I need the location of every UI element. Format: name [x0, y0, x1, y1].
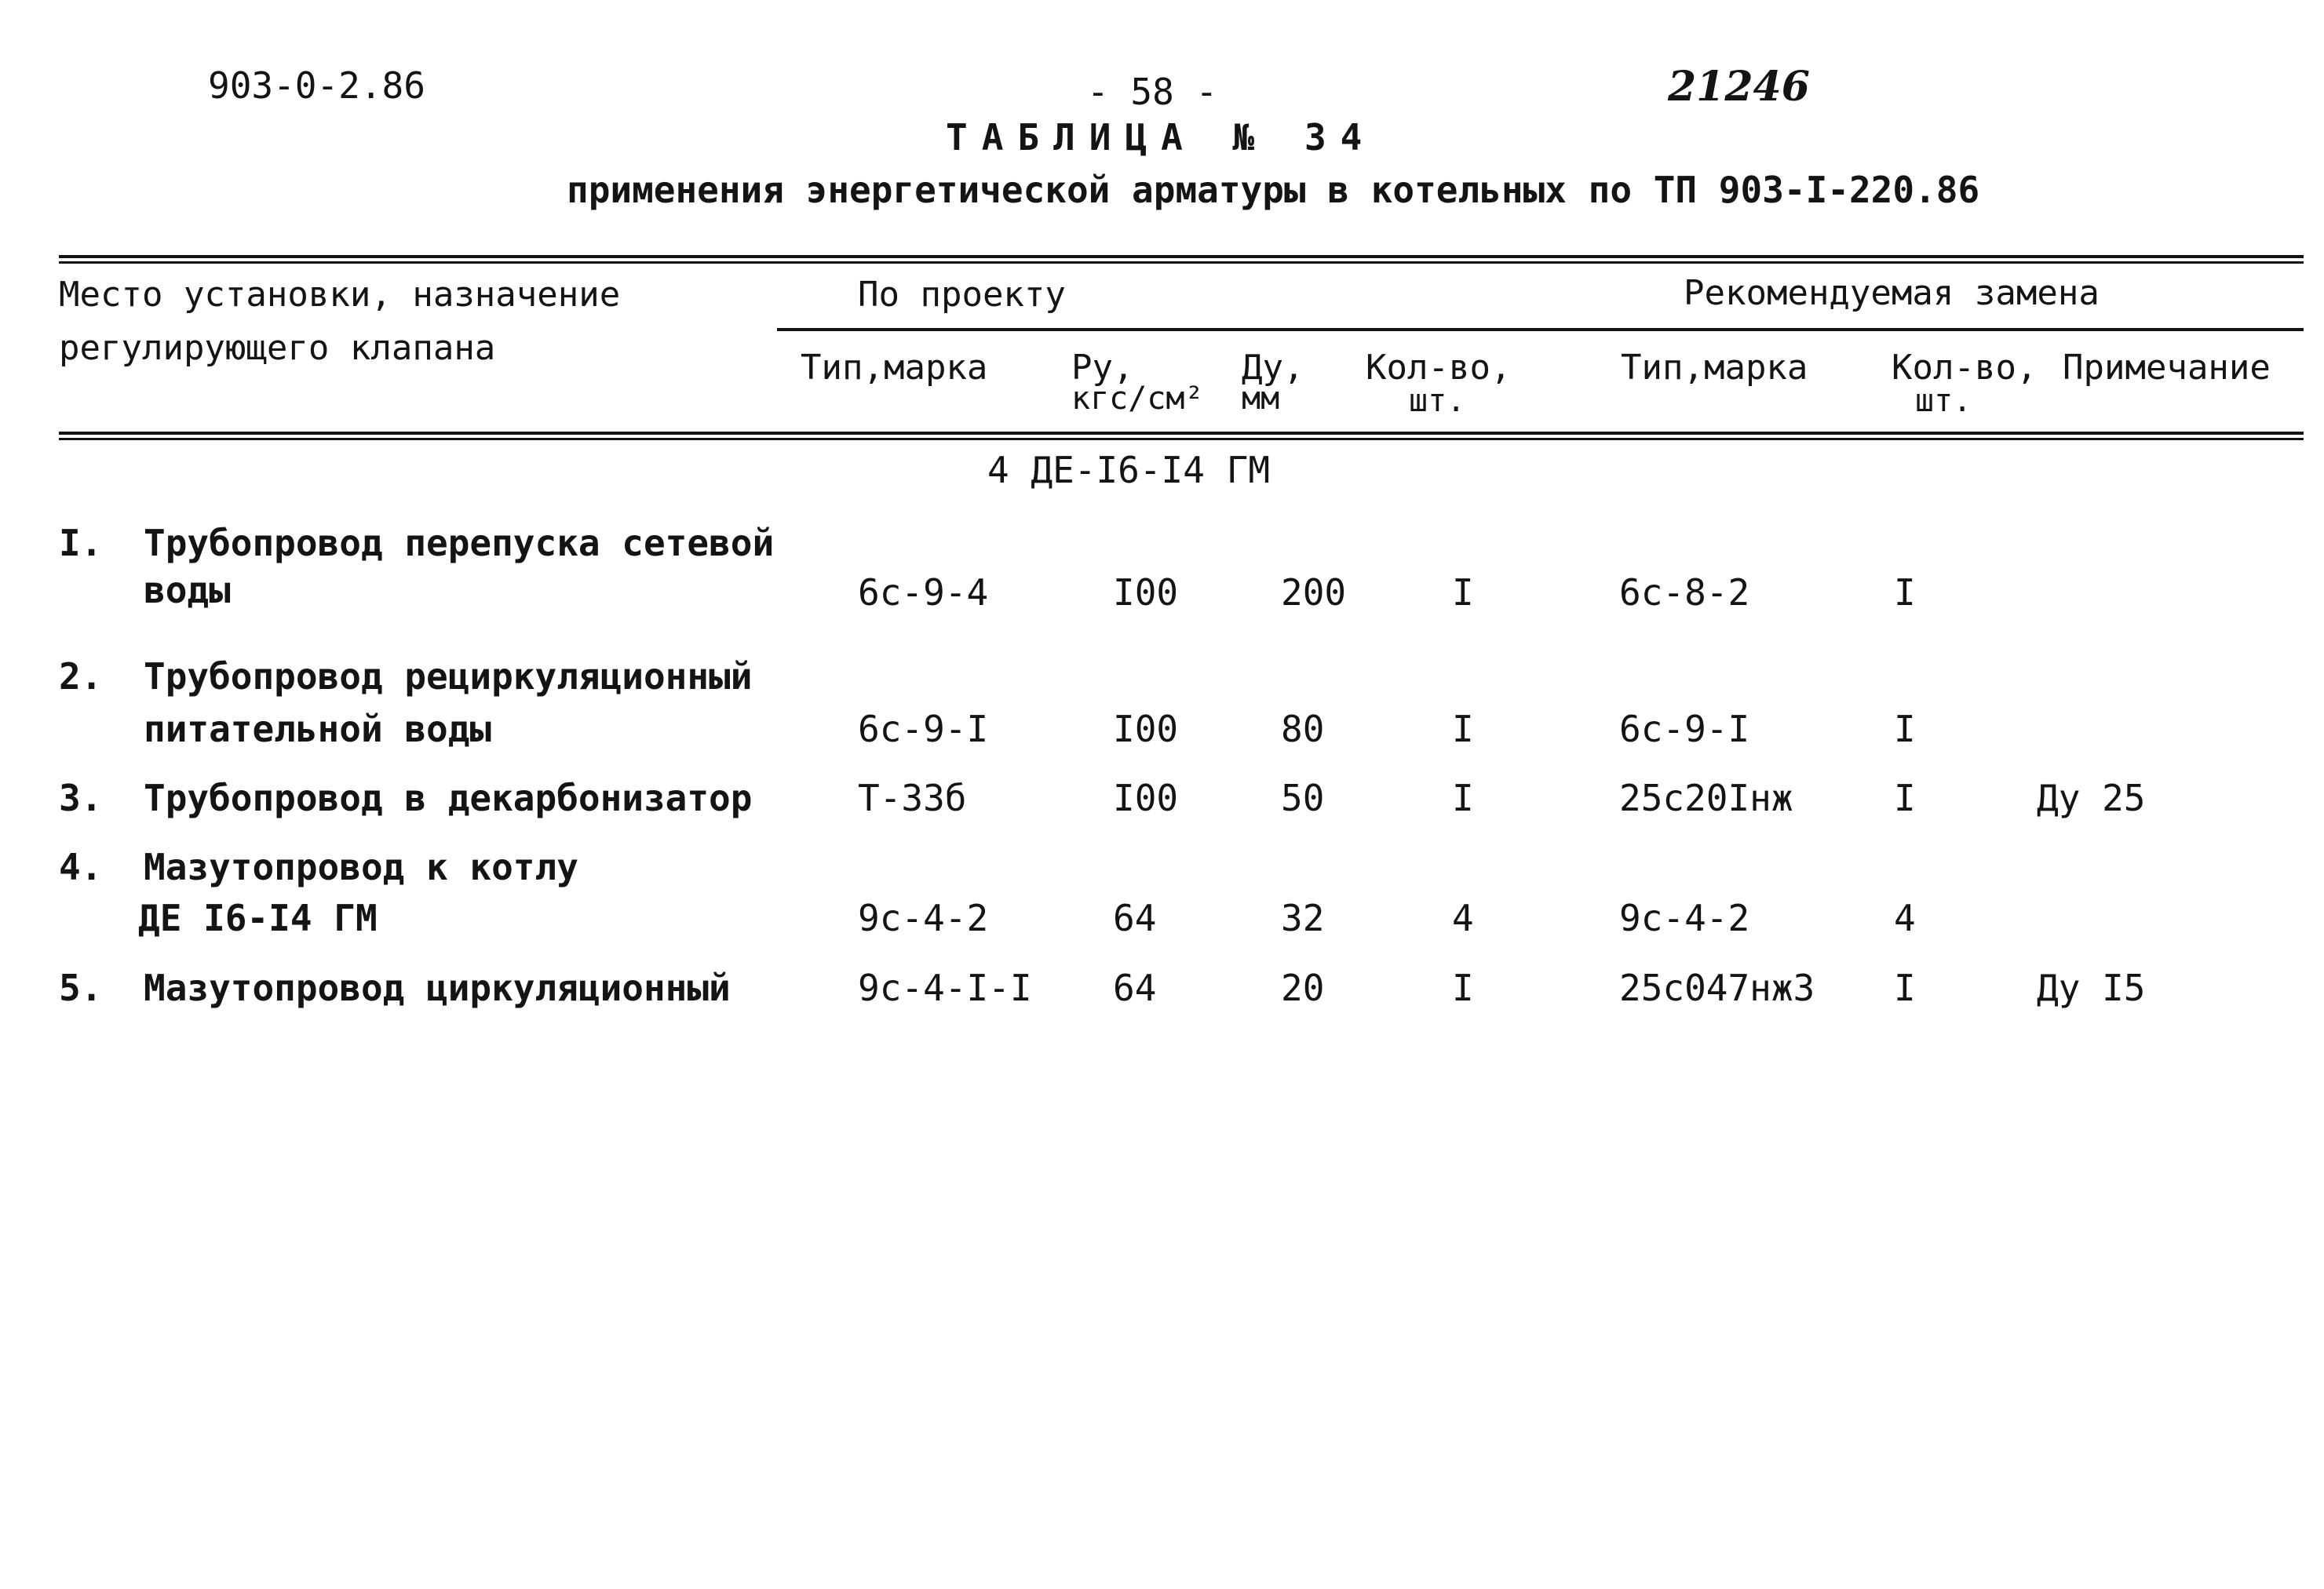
row-replacement-type: 6с-9-I: [1619, 708, 1750, 750]
row-replacement-qty: I: [1894, 967, 1916, 1009]
table-title: ТАБЛИЦА № 34: [946, 116, 1377, 159]
row-place-line2: ДЕ I6-I4 ГМ: [138, 897, 378, 939]
column-replacement-qty-header: Кол-во,: [1892, 348, 2038, 388]
row-place: Трубопровод перепуска сетевой: [144, 522, 775, 564]
section-title: 4 ДЕ-I6-I4 ГМ: [987, 449, 1271, 491]
row-du: 32: [1281, 897, 1325, 939]
row-py: 64: [1113, 897, 1157, 939]
row-qty: I: [1452, 571, 1474, 614]
row-type-brand: 9с-4-I-I: [858, 967, 1032, 1009]
row-note: Ду 25: [2037, 777, 2146, 819]
group-header-rule: [777, 328, 2304, 331]
row-place: Мазутопровод циркуляционный: [144, 967, 731, 1009]
group-header-project: По проекту: [858, 275, 1066, 315]
row-place: Трубопровод в декарбонизатор: [144, 777, 753, 819]
row-replacement-type: 6с-8-2: [1619, 571, 1750, 614]
row-replacement-type: 25с20Iнж: [1619, 777, 1793, 819]
row-place: Трубопровод рециркуляционный: [144, 655, 753, 698]
column-qty-unit: шт.: [1409, 383, 1466, 419]
row-type-brand: 6с-9-I: [858, 708, 989, 750]
row-place-line2: питательной воды: [144, 708, 492, 750]
row-py: I00: [1113, 571, 1179, 614]
stamp-number: 21246: [1668, 63, 1810, 111]
column-place-header: Место установки, назначение: [59, 275, 621, 315]
row-number: 5.: [59, 967, 103, 1009]
row-type-brand: Т-33б: [858, 777, 967, 819]
table-subtitle: применения энергетической арматуры в котельных по ТП 903-I-220.86: [567, 169, 1980, 211]
header-bottom-rule: [59, 432, 2304, 435]
row-type-brand: 6с-9-4: [858, 571, 989, 614]
row-du: 50: [1281, 777, 1325, 819]
row-place: Мазутопровод к котлу: [144, 846, 578, 888]
header-bottom-rule-double: [59, 438, 2304, 440]
row-py: I00: [1113, 777, 1179, 819]
table-top-rule: [59, 255, 2304, 258]
row-note: Ду I5: [2037, 967, 2146, 1009]
row-place-line2: воды: [144, 569, 231, 611]
row-qty: I: [1452, 708, 1474, 750]
row-replacement-qty: 4: [1894, 897, 1916, 939]
row-replacement-type: 25с047нж3: [1619, 967, 1815, 1009]
page-number: - 58 -: [1087, 71, 1218, 113]
row-number: 3.: [59, 777, 103, 819]
row-replacement-qty: I: [1894, 571, 1916, 614]
row-du: 200: [1281, 571, 1347, 614]
row-qty: 4: [1452, 897, 1474, 939]
row-replacement-qty: I: [1894, 708, 1916, 750]
column-replacement-type-header: Тип,марка: [1621, 348, 1808, 388]
column-replacement-qty-unit: шт.: [1915, 383, 1972, 419]
column-type-brand-header: Тип,марка: [801, 348, 988, 388]
row-number: 2.: [59, 655, 103, 698]
column-place-header-line2: регулирующего клапана: [59, 328, 496, 368]
column-du-header: Ду,: [1242, 348, 1304, 388]
row-number: I.: [59, 522, 103, 564]
row-type-brand: 9с-4-2: [858, 897, 989, 939]
column-note-header: Примечание: [2063, 348, 2271, 388]
row-du: 80: [1281, 708, 1325, 750]
document-code: 903-0-2.86: [208, 64, 425, 107]
column-py-unit: кгс/см²: [1071, 381, 1204, 417]
row-du: 20: [1281, 967, 1325, 1009]
column-du-unit: мм: [1242, 381, 1280, 417]
column-py-header: Ру,: [1071, 348, 1134, 388]
group-header-replacement: Рекомендуемая замена: [1684, 273, 2100, 313]
column-qty-header: Кол-во,: [1366, 348, 1512, 388]
row-py: 64: [1113, 967, 1157, 1009]
row-replacement-type: 9с-4-2: [1619, 897, 1750, 939]
row-py: I00: [1113, 708, 1179, 750]
row-replacement-qty: I: [1894, 777, 1916, 819]
row-qty: I: [1452, 777, 1474, 819]
table-top-rule-double: [59, 261, 2304, 264]
row-number: 4.: [59, 846, 103, 888]
row-qty: I: [1452, 967, 1474, 1009]
